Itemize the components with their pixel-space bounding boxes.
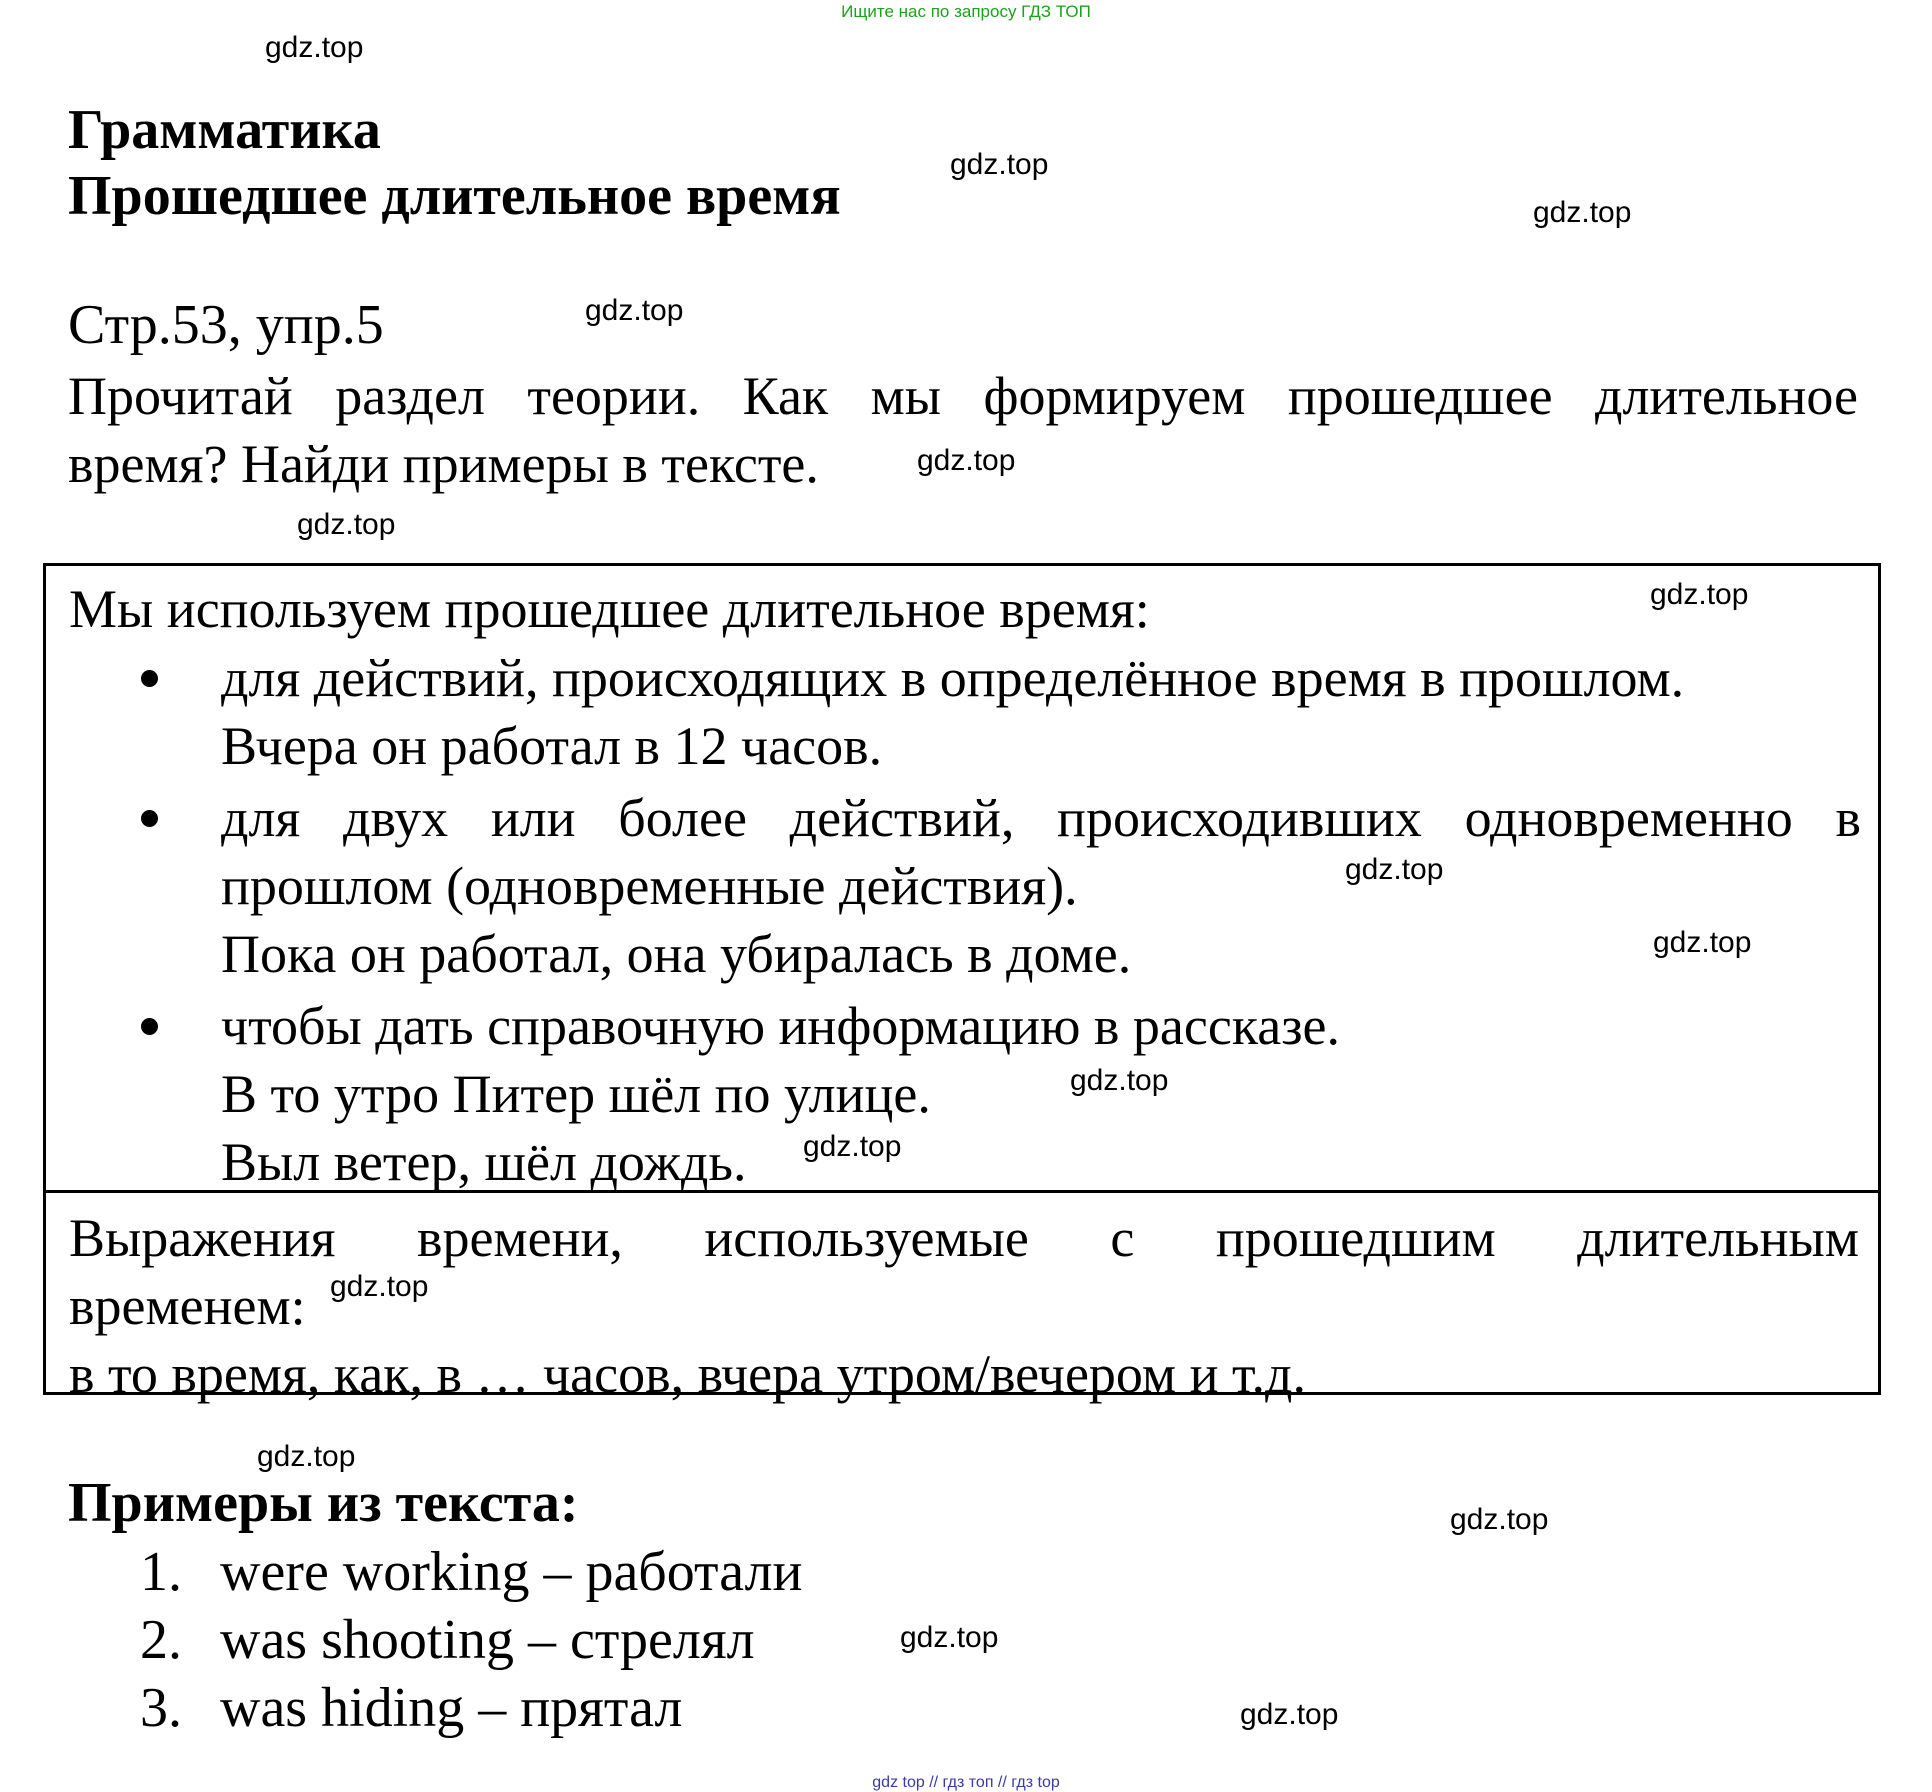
- page-subtitle: Прошедшее длительное время: [68, 165, 841, 227]
- top-banner: Ищите нас по запросу ГДЗ ТОП: [841, 2, 1091, 21]
- instruction-line: Прочитай раздел теории. Как мы формируем прошедшее длительное: [68, 366, 1858, 426]
- watermark: gdz.top: [585, 294, 684, 327]
- watermark: gdz.top: [1533, 196, 1632, 229]
- footer: gdz top // гдз топ // гдз top: [872, 1774, 1060, 1791]
- bullet-text: прошлом (одновременные действия).: [221, 856, 1078, 916]
- watermark: gdz.top: [1345, 853, 1444, 886]
- theory-bullets: [46, 644, 1878, 1196]
- time-expressions-values: в то время, как, в … часов, вчера утром/вечером и т.д.: [69, 1344, 1306, 1404]
- time-expressions-label: временем:: [69, 1276, 306, 1336]
- bullet-text: чтобы дать справочную информацию в рассказе.: [221, 996, 1340, 1056]
- watermark: gdz.top: [917, 444, 1016, 477]
- bullet-example: В то утро Питер шёл по улице.: [221, 1064, 931, 1124]
- watermark: gdz.top: [330, 1270, 429, 1303]
- page-title: Грамматика: [68, 99, 381, 161]
- theory-intro: Мы используем прошедшее длительное время:: [69, 579, 1150, 639]
- watermark: gdz.top: [257, 1440, 356, 1473]
- watermark: gdz.top: [803, 1130, 902, 1163]
- instruction-line: время? Найди примеры в тексте.: [68, 434, 819, 494]
- watermark: gdz.top: [1653, 926, 1752, 959]
- bullet-icon: [141, 810, 158, 827]
- watermark: gdz.top: [900, 1621, 999, 1654]
- bullet-icon: [141, 1018, 158, 1035]
- watermark: gdz.top: [265, 31, 364, 64]
- list-item-number: 2.: [140, 1609, 182, 1671]
- theory-bullet: [221, 992, 1861, 1196]
- watermark: gdz.top: [1070, 1064, 1169, 1097]
- list-item-number: 1.: [140, 1541, 182, 1603]
- box-divider: [46, 1190, 1878, 1193]
- bullet-example: Пока он работал, она убиралась в доме.: [221, 924, 1132, 984]
- bullet-text: для двух или более действий, происходивших одновременно в: [221, 788, 1861, 848]
- theory-box: [43, 563, 1881, 1404]
- bullet-icon: [141, 670, 158, 687]
- time-expressions-label: Выражения времени, используемые с прошедшим длительным: [69, 1208, 1859, 1268]
- list-item: [140, 1606, 802, 1674]
- bullet-example: Вчера он работал в 12 часов.: [221, 716, 883, 776]
- list-item: [140, 1674, 802, 1742]
- list-item: [140, 1538, 802, 1606]
- examples-list: [140, 1538, 802, 1742]
- list-item-text: was hiding – прятал: [220, 1677, 683, 1739]
- bullet-text: для действий, происходящих в определённое время в прошлом.: [221, 648, 1685, 708]
- watermark: gdz.top: [297, 508, 396, 541]
- watermark: gdz.top: [1650, 578, 1749, 611]
- theory-bullet: [221, 644, 1861, 780]
- bullet-example: Выл ветер, шёл дождь.: [221, 1132, 747, 1192]
- list-item-text: was shooting – стрелял: [220, 1609, 755, 1671]
- theory-bullet: [221, 784, 1861, 988]
- watermark: gdz.top: [1240, 1698, 1339, 1731]
- list-item-text: were working – работали: [220, 1541, 803, 1603]
- watermark: gdz.top: [950, 148, 1049, 181]
- watermark: gdz.top: [1450, 1503, 1549, 1536]
- time-expressions: [69, 1204, 1859, 1408]
- task-instruction: [68, 362, 1858, 498]
- list-item-number: 3.: [140, 1677, 182, 1739]
- examples-title: Примеры из текста:: [68, 1472, 579, 1534]
- task-reference: Стр.53, упр.5: [68, 294, 384, 356]
